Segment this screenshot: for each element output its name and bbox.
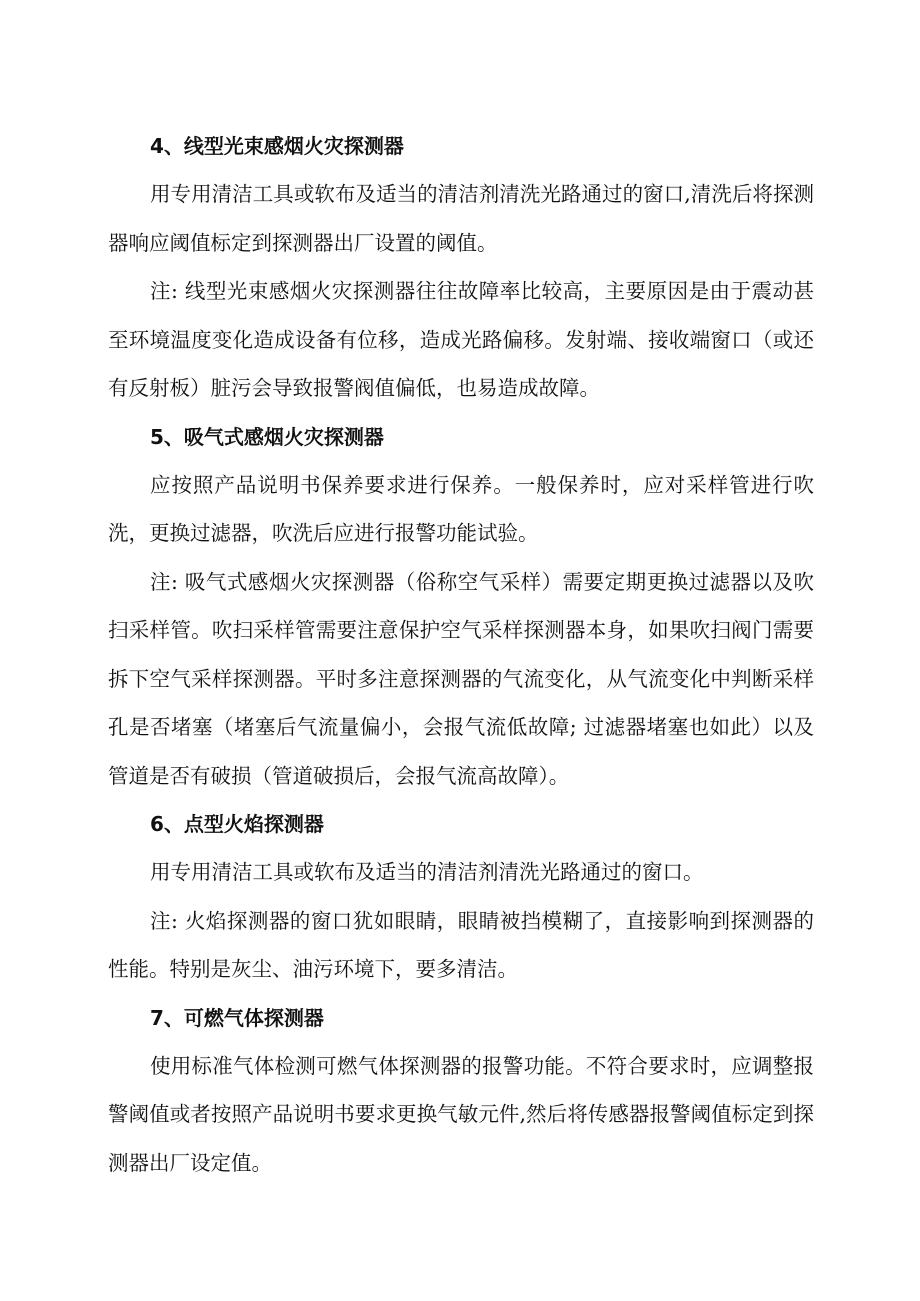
paragraph: 使用标准气体检测可燃气体探测器的报警功能。不符合要求时，应调整报警阈值或者按照产品说明书要求更换气敏元件,然后将传感器报警阈值标定到探测器出厂设定值。 bbox=[108, 1053, 814, 1175]
document-body bbox=[108, 122, 814, 1187]
note-paragraph: 注: 火焰探测器的窗口犹如眼睛，眼睛被挡模糊了，直接影响到探测器的性能。特别是灰尘、油污环境下，要多清洁。 bbox=[108, 908, 814, 981]
section-aspirating-smoke-detector bbox=[108, 413, 814, 801]
paragraph: 用专用清洁工具或软布及适当的清洁剂清洗光路通过的窗口。 bbox=[150, 860, 704, 884]
note-paragraph: 注: 吸气式感烟火灾探测器（俗称空气采样）需要定期更换过滤器以及吹扫采样管。吹扫采样管需要注意保护空气采样探测器本身，如果吹扫阀门需要拆下空气采样探测器。平时多注意探测器的气流变化，从气流变化中判断采样孔是否堵塞（堵塞后气流量偏小，会报气流低故障; 过滤器堵塞也如此）以及管道是否有破损（管道破损后，会报气流高故障）。 bbox=[108, 569, 814, 788]
paragraph: 应按照产品说明书保养要求进行保养。一般保养时，应对采样管进行吹洗，更换过滤器，吹洗后应进行报警功能试验。 bbox=[108, 472, 814, 545]
section-heading: 4、线型光束感烟火灾探测器 bbox=[150, 134, 404, 158]
section-heading: 7、可燃气体探测器 bbox=[150, 1005, 324, 1030]
section-heading: 6、点型火焰探测器 bbox=[150, 812, 324, 836]
section-heading: 5、吸气式感烟火灾探测器 bbox=[150, 424, 384, 449]
note-paragraph: 注: 线型光束感烟火灾探测器往往故障率比较高，主要原因是由于震动甚至环境温度变化造成设备有位移，造成光路偏移。发射端、接收端窗口（或还有反射板）脏污会导致报警阀值偏低，也易造成故障。 bbox=[108, 279, 814, 400]
section-point-flame-detector bbox=[108, 800, 814, 994]
paragraph: 用专用清洁工具或软布及适当的清洁剂清洗光路通过的窗口,清洗后将探测器响应阈值标定到探测器出厂设置的阈值。 bbox=[108, 182, 814, 255]
section-linear-beam-smoke-detector bbox=[108, 122, 814, 413]
section-combustible-gas-detector bbox=[108, 994, 814, 1188]
